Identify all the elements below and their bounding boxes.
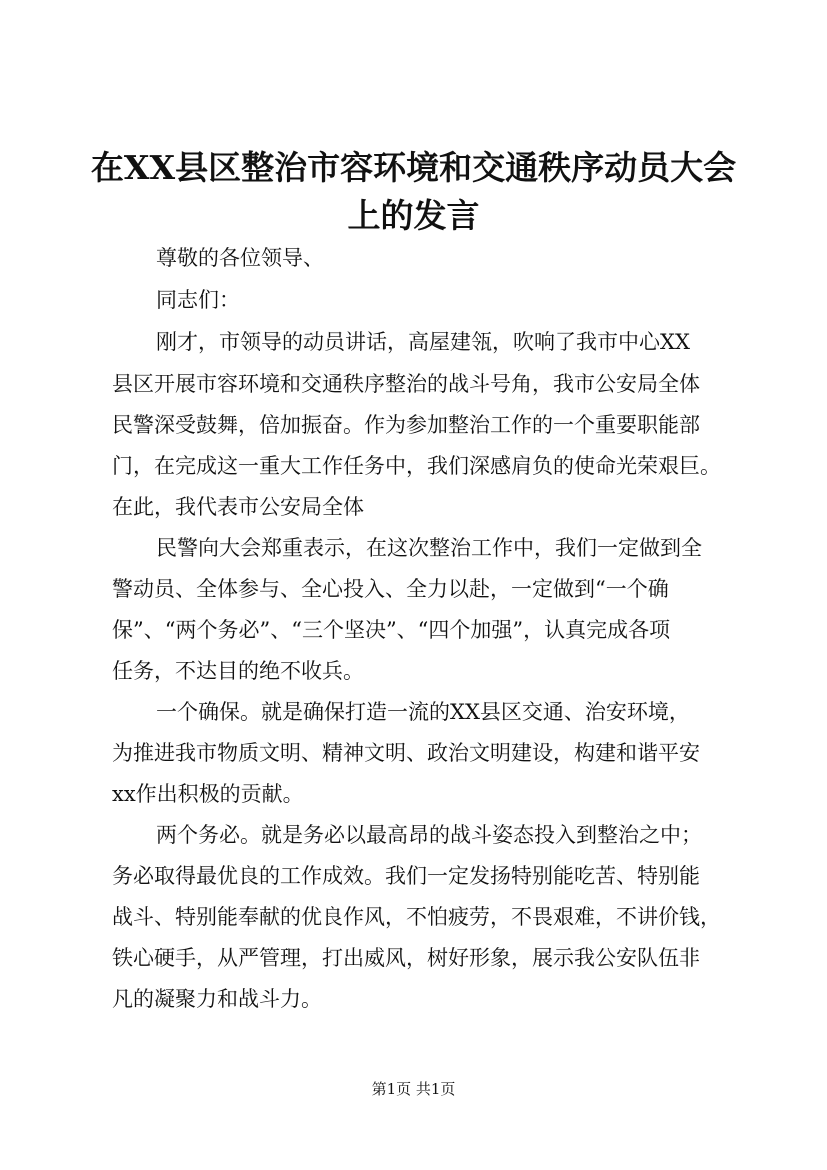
body-line: 保”、“两个务必”、“三个坚决”、“四个加强”，认真完成各项 xyxy=(112,618,671,642)
body-line: 为推进我市物质文明、精神文明、政治文明建设，构建和谐平安 xyxy=(112,741,700,765)
body-line: 一个确保。就是确保打造一流的XX县区交通、治安环境， xyxy=(156,700,690,724)
body-line: 铁心硬手，从严管理，打出威风，树好形象，展示我公安队伍非 xyxy=(112,946,700,970)
body-line: 在此，我代表市公安局全体 xyxy=(112,495,364,519)
salutation-line-1: 尊敬的各位领导、 xyxy=(156,246,324,270)
document-title-line-2: 上的发言 xyxy=(347,196,480,235)
body-line: 门，在完成这一重大工作任务中，我们深感肩负的使命光荣艰巨。 xyxy=(112,454,721,478)
body-line: 县区开展市容环境和交通秩序整治的战斗号角，我市公安局全体 xyxy=(112,372,700,396)
salutation-line-2: 同志们： xyxy=(156,288,240,312)
body-line: 任务，不达目的绝不收兵。 xyxy=(112,659,364,683)
body-line: 务必取得最优良的工作成效。我们一定发扬特别能吃苦、特别能 xyxy=(112,864,700,888)
page-footer: 第1页 共1页 xyxy=(371,1080,456,1098)
body-line: 战斗、特别能奉献的优良作风，不怕疲劳，不畏艰难，不讲价钱， xyxy=(112,905,721,929)
body-line: 凡的凝聚力和战斗力。 xyxy=(112,987,322,1011)
body-line: 刚才，市领导的动员讲话，高屋建瓴，吹响了我市中心XX xyxy=(156,330,690,354)
body-line: 民警向大会郑重表示，在这次整治工作中，我们一定做到全 xyxy=(156,536,702,560)
document-title-line-1: 在XX县区整治市容环境和交通秩序动员大会 xyxy=(90,148,737,187)
body-line: 警动员、全体参与、全心投入、全力以赴，一定做到“一个确 xyxy=(112,577,669,601)
body-line: xx作出积极的贡献。 xyxy=(112,782,304,806)
body-line: 民警深受鼓舞，倍加振奋。作为参加整治工作的一个重要职能部 xyxy=(112,413,700,437)
body-line: 两个务必。就是务必以最高昂的战斗姿态投入到整治之中； xyxy=(156,823,702,847)
